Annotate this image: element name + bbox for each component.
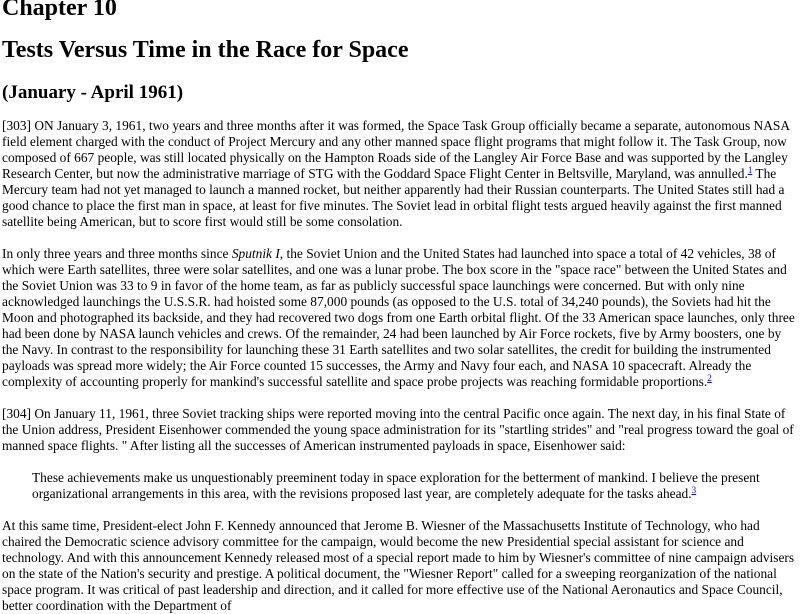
eisenhower-quote bbox=[32, 470, 798, 502]
date-range-subtitle: (January - April 1961) bbox=[2, 82, 184, 103]
footnote-link-3[interactable]: 3 bbox=[691, 484, 697, 495]
footnote-link-1[interactable]: 1 bbox=[747, 164, 753, 175]
paragraph-1 bbox=[2, 118, 798, 230]
paragraph-4: At this same time, President-elect John F. Kennedy announced that Jerome B. Wiesner of the Massachusetts Institute of Technology, who had chaired the Democratic science advisory committee for the campaign, would become the new Presidential special assistant for science and technology. And with this announcement Kennedy released most of a special report made to him by Wiesner's committee of nine campaign advisers on the state of the Nation's security and prestige. A political document, the "Wiesner Report" called for a sweeping reorganization of the national space program. It was critical of past leadership and direction, and it called for more effective use of the National Aeronautics and Space Council, better coordination with the Department of bbox=[2, 518, 795, 613]
paragraph-3: [304] On January 11, 1961, three Soviet tracking ships were reported moving into the central Pacific once again. The next day, in his final State of the Union address, President Eisenhower commended the young space administration for its "startling strides" and "real progress toward the goal of manned space flights. " After listing all the successes of American instrumented payloads in space, Eisenhower said: bbox=[2, 406, 794, 453]
footnote-link-2[interactable]: 2 bbox=[707, 372, 712, 383]
chapter-heading: Chapter 10 bbox=[2, 0, 117, 21]
text: , the Soviet Union and the United States had launched into space a total of 42 vehicles, 38 of which were Earth satellites, three were solar satellites, and one was a lunar probe. The box score in the "space race" between the United States and the Soviet Union was 33 to 9 in favor of the home team, as far as publicly successful space launchings were concerned. But with only nine acknowledged launchings the U.S.S.R. had hoisted some 87,000 pounds (as opposed to the U.S. total of 34,240 pounds), the Soviets had hit the Moon and photographed its backside, and they had recovered two dogs from one Earth orbital flight. Of the 33 American space launches, only three had been done by NASA launch vehicles and crews. Of the remainder, 24 had been launched by Air Force rockets, five by Army boosters, one by the Navy. In contrast to the responsibility for launching these 31 Earth satellites and two solar satellites, the credit for building the instrumented payloads was spread more widely; the Air Force counted 15 successes, the Army and Navy four each, and NASA 10 spacecraft. Already the complexity of accounting properly for mankind's successful satellite and space probe projects was reaching formidable proportions. bbox=[2, 246, 795, 389]
text: These achievements make us unquestionably preeminent today in space exploration for the betterment of mankind. I believe the present organizational arrangements in this area, with the revisions proposed last year, are completely adequate for the tasks ahead. bbox=[32, 470, 760, 501]
page-title: Tests Versus Time in the Race for Space bbox=[2, 37, 409, 63]
italic-title: Sputnik I bbox=[231, 246, 280, 261]
text: The Mercury team had not yet managed to launch a manned rocket, but neither apparently had their Russian counterparts. The United States still had a good chance to place the first man in space, at least for five minutes. The Soviet lead in orbital flight tests argued heavily against the first manned satellite being American, but to score first would still be some consolation. bbox=[2, 166, 785, 229]
text: In only three years and three months since bbox=[2, 246, 232, 261]
paragraph-2 bbox=[2, 246, 798, 390]
text: [303] ON January 3, 1961, two years and three months after it was formed, the Space Task Group officially became a separate, autonomous NASA field element charged with the conduct of Project Mercury and any other manned space flight programs that might follow it. The Task Group, now composed of 667 people, was still located physically on the Hampton Roads side of the Langley Air Force Base and was supported by the Langley Research Center, but now the administrative marriage of STG with the Goddard Space Flight Center in Beltsville, Maryland, was annulled. bbox=[2, 118, 790, 181]
